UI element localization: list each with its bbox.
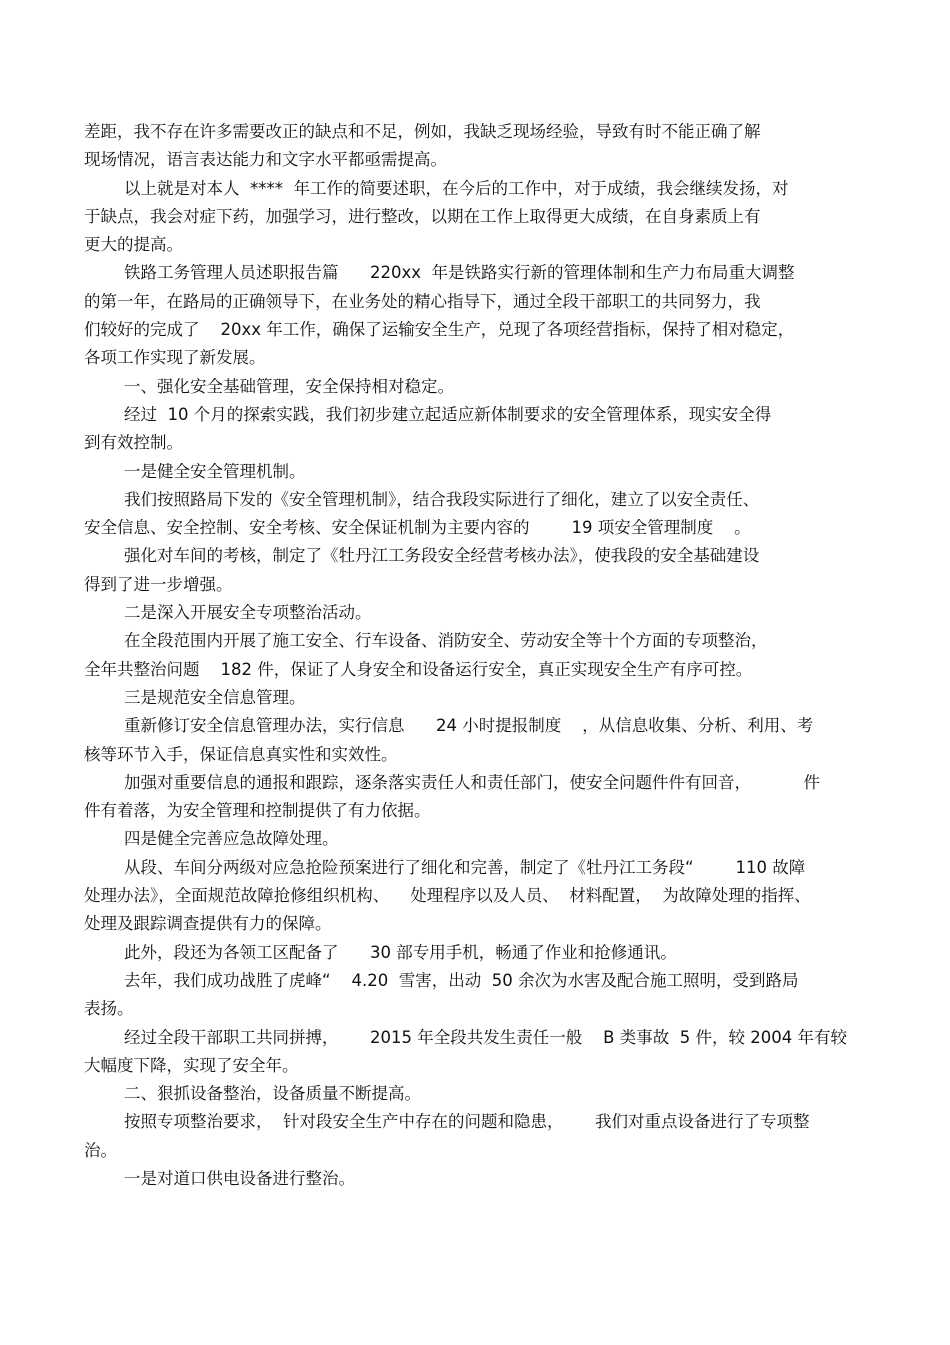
text-line: 各项工作实现了新发展。 — [84, 348, 266, 368]
text-line: 表扬。 — [84, 999, 134, 1019]
text-line: 经过 10 个月的探索实践，我们初步建立起适应新体制要求的安全管理体系，现实安全得 — [124, 404, 772, 424]
text-line: 三是规范安全信息管理。 — [124, 687, 306, 707]
text-line: 从段、车间分两级对应急抢险预案进行了细化和完善，制定了《牡丹江工务段“ 110 故障 — [124, 857, 806, 877]
text-line: 一、强化安全基础管理，安全保持相对稳定。 — [124, 376, 454, 396]
text-line: 的第一年，在路局的正确领导下，在业务处的精心指导下，通过全段干部职工的共同努力，我 — [84, 291, 761, 311]
text-line: 二、狠抓设备整治，设备质量不断提高。 — [124, 1084, 421, 1104]
text-line: 重新修订安全信息管理办法，实行信息 24 小时提报制度 ，从信息收集、分析、利用、考 — [124, 716, 814, 736]
text-line: 件有着落，为安全管理和控制提供了有力依据。 — [84, 801, 431, 821]
text-line: 更大的提高。 — [84, 235, 183, 255]
text-line: 二是深入开展安全专项整治活动。 — [124, 603, 372, 623]
text-line: 大幅度下降，实现了安全年。 — [84, 1055, 299, 1075]
text-line: 强化对车间的考核，制定了《牡丹江工务段安全经营考核办法》，使我段的安全基础建设 — [124, 546, 760, 566]
text-line: 核等环节入手，保证信息真实性和实效性。 — [84, 744, 398, 764]
text-line: 我们按照路局下发的《安全管理机制》，结合我段实际进行了细化，建立了以安全责任、 — [124, 489, 760, 509]
text-line: 按照专项整治要求， 针对段安全生产中存在的问题和隐患， 我们对重点设备进行了专项整 — [124, 1112, 810, 1132]
text-line: 治。 — [84, 1140, 117, 1160]
text-line: 于缺点，我会对症下药，加强学习，进行整改，以期在工作上取得更大成绩，在自身素质上有 — [84, 206, 761, 226]
text-line: 安全信息、安全控制、安全考核、安全保证机制为主要内容的 19 项安全管理制度 。 — [84, 518, 751, 538]
text-line: 以上就是对本人 **** 年工作的简要述职，在今后的工作中，对于成绩，我会继续发扬，对 — [124, 178, 789, 198]
text-line: 此外，段还为各领工区配备了 30 部专用手机，畅通了作业和抢修通讯。 — [124, 942, 677, 962]
text-line: 差距，我不存在许多需要改正的缺点和不足，例如，我缺乏现场经验，导致有时不能正确了解 — [84, 122, 761, 141]
text-line: 一是对道口供电设备进行整治。 — [124, 1168, 355, 1188]
text-line: 现场情况，语言表达能力和文字水平都亟需提高。 — [84, 150, 447, 170]
text-line: 一是健全安全管理机制。 — [124, 461, 306, 481]
document-body — [84, 118, 866, 1193]
text-line: 在全段范围内开展了施工安全、行车设备、消防安全、劳动安全等十个方面的专项整治， — [124, 631, 768, 651]
text-line: 经过全段干部职工共同拼搏， 2015 年全段共发生责任一般 B 类事故 5 件，较 2004 年有较 — [124, 1027, 847, 1047]
text-line: 得到了进一步增强。 — [84, 574, 233, 594]
text-line: 四是健全完善应急故障处理。 — [124, 829, 339, 849]
text-line: 们较好的完成了 20xx 年工作，确保了运输安全生产，兑现了各项经营指标，保持了相对稳定， — [84, 320, 795, 340]
text-line: 处理办法》，全面规范故障抢修组织机构、 处理程序以及人员、 材料配置， 为故障处理的指挥、 — [84, 886, 811, 906]
text-line: 加强对重要信息的通报和跟踪，逐条落实责任人和责任部门，使安全问题件件有回音， 件 — [124, 772, 820, 792]
text-line: 全年共整治问题 182 件，保证了人身安全和设备运行安全，真正实现安全生产有序可控。 — [84, 659, 753, 679]
text-line: 去年，我们成功战胜了虎峰“ 4.20 雪害，出动 50 余次为水害及配合施工照明，受到路局 — [124, 970, 799, 990]
text-line: 处理及跟踪调查提供有力的保障。 — [84, 914, 332, 934]
text-line: 到有效控制。 — [84, 433, 183, 453]
text-line: 铁路工务管理人员述职报告篇 220xx 年是铁路实行新的管理体制和生产力布局重大调整 — [124, 263, 795, 283]
